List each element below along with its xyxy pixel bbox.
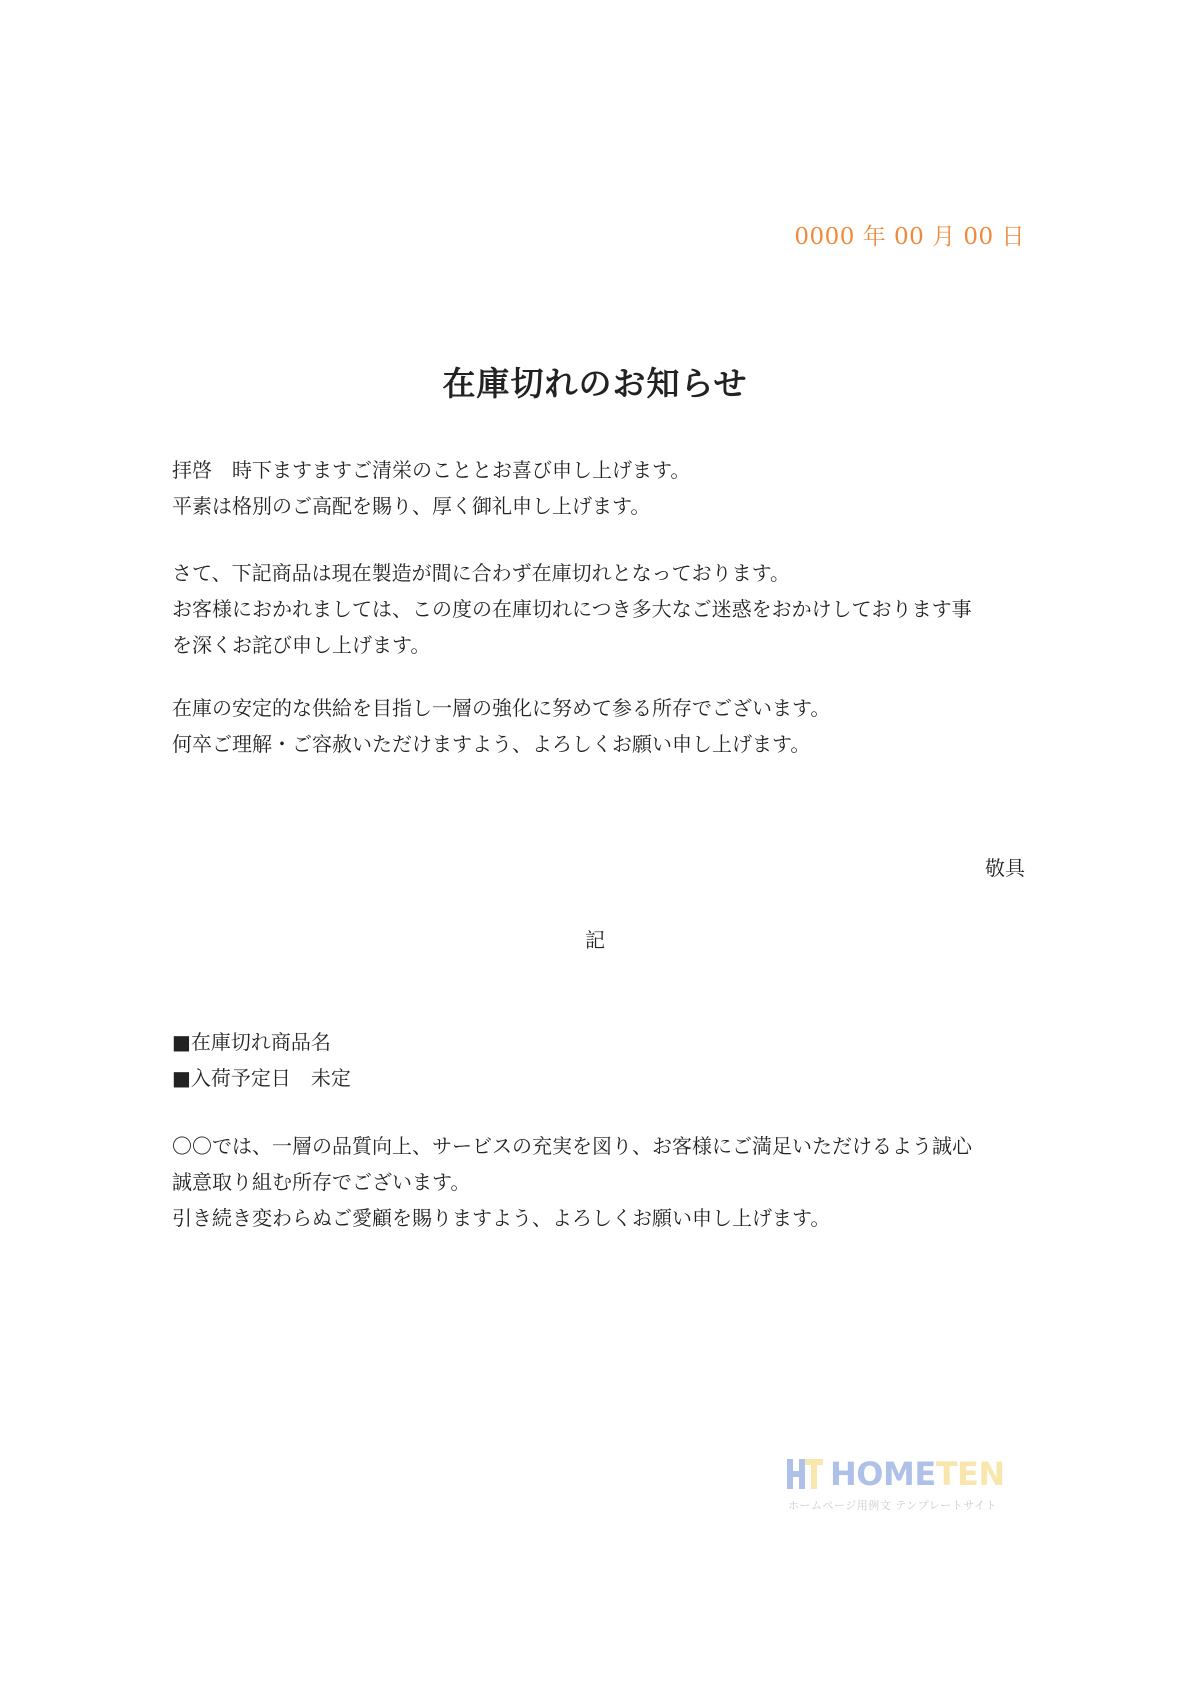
greeting-paragraph <box>172 452 1032 524</box>
list-item: ■入荷予定日 未定 <box>172 1066 351 1090</box>
greeting-line: 拝啓 時下ますますご清栄のこととお喜び申し上げます。 <box>172 458 691 482</box>
hometen-logo <box>786 1455 1016 1515</box>
paragraph-line: 在庫の安定的な供給を目指し一層の強化に努めて参る所存でございます。 <box>172 696 831 720</box>
ki-heading: 記 <box>585 928 605 952</box>
greeting-line: 平素は格別のご高配を賜り、厚く御礼申し上げます。 <box>172 494 651 518</box>
paragraph-line: 何卒ご理解・ご容赦いただけますよう、よろしくお願い申し上げます。 <box>172 732 811 756</box>
logo-subtitle: ホームページ用例文 テンプレートサイト <box>788 1499 998 1512</box>
supply-paragraph <box>172 690 1032 762</box>
logo-ten-text: TEN <box>935 1455 1005 1493</box>
logo-home-text: HOME <box>830 1455 936 1493</box>
paragraph-line: さて、下記商品は現在製造が間に合わず在庫切れとなっております。 <box>172 561 790 585</box>
paragraph-line: お客様におかれましては、この度の在庫切れにつき多大なご迷惑をおかけしております事 <box>172 597 972 621</box>
document-date: 0000 年 00 月 00 日 <box>794 224 1025 250</box>
paragraph-line: 〇〇では、一層の品質向上、サービスの充実を図り、お客様にご満足いただけるよう誠心 <box>172 1134 972 1158</box>
paragraph-line: 誠意取り組む所存でございます。 <box>172 1170 471 1194</box>
hometen-logo-wordmark <box>830 1455 1005 1493</box>
closing-paragraph <box>172 1128 1032 1236</box>
list-item: ■在庫切れ商品名 <box>172 1030 331 1054</box>
hometen-logo-icon <box>786 1457 824 1491</box>
paragraph-line: を深くお詫び申し上げます。 <box>172 633 431 657</box>
paragraph-line: 引き続き変わらぬご愛顧を賜りますよう、よろしくお願い申し上げます。 <box>172 1206 831 1230</box>
document-title: 在庫切れのお知らせ <box>442 364 748 403</box>
item-list <box>172 1024 1032 1096</box>
stock-out-paragraph <box>172 555 1032 663</box>
closing-word: 敬具 <box>985 856 1025 880</box>
